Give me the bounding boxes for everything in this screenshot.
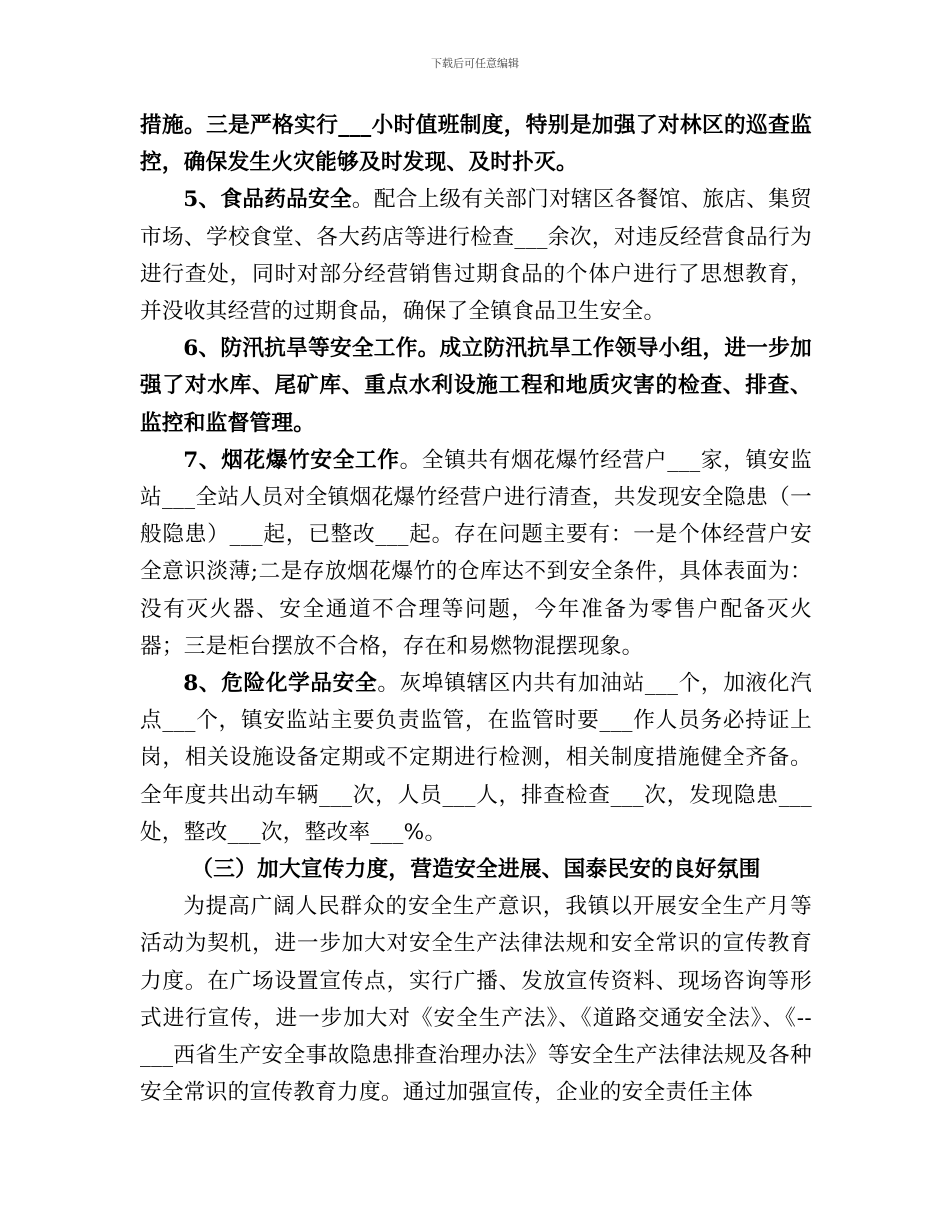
document-body [140, 107, 812, 1111]
section-title-food-drug: 5、食品药品安全 [183, 187, 352, 213]
section-body-fireworks: 。全镇共有烟花爆竹经营户___家，镇安监站___全站人员对全镇烟花爆竹经营户进行清查，共发现安全隐患（一般隐患）___起，已整改___起。存在问题主要有：一是个体经营户安全意识淡薄;二是存放烟花爆竹的仓库达不到安全条件，具体表面为：没有灭火器、安全通道不合理等问题，今年准备为零售户配备灭火器；三是柜台摆放不合格，存在和易燃物混摆现象。 [140, 447, 812, 659]
section-body-chemicals: 。灰埠镇辖区内共有加油站___个，加液化汽点___个，镇安监站主要负责监管，在监管时要___作人员务必持证上岗，相关设施设备定期或不定期进行检测，相关制度措施健全齐备。全年度共出动车辆___次，人员___人，排查检查___次，发现隐患___处，整改___次，整改率___%。 [140, 671, 812, 845]
section-body-food-drug: 。配合上级有关部门对辖区各餐馆、旅店、集贸市场、学校食堂、各大药店等进行检查___余次，对违反经营食品行为进行查处，同时对部分经营销售过期食品的个体户进行了思想教育，并没收其经营的过期食品，确保了全镇食品卫生安全。 [140, 187, 812, 325]
page-header: 下载后可任意编辑 [431, 57, 519, 70]
paragraph-food-drug-safety [140, 181, 812, 330]
section-heading-publicity: （三）加大宣传力度，营造安全进展、国泰民安的良好氛围 [191, 857, 761, 883]
paragraph-flood-drought: 6、防汛抗旱等安全工作。成立防汛抗旱工作领导小组，进一步加强了对水库、尾矿库、重点水利设施工程和地质灾害的检查、排查、监控和监督管理。 [140, 336, 812, 436]
paragraph-fire-measures: 措施。三是严格实行___小时值班制度，特别是加强了对林区的巡查监控，确保发生火灾能够及时发现、及时扑灭。 [140, 113, 812, 176]
paragraph-publicity: 为提高广阔人民群众的安全生产意识，我镇以开展安全生产月等活动为契机，进一步加大对安全生产法律法规和安全常识的宣传教育力度。在广场设置宣传点，实行广播、发放宣传资料、现场咨询等形式进行宣传，进一步加大对《安全生产法》、《道路交通安全法》、《--___西省生产安全事故隐患排查治理办法》等安全生产法律法规及各种安全常识的宣传教育力度。通过加强宣传，企业的安全责任主体 [140, 894, 812, 1106]
section-title-chemicals: 8、危险化学品安全 [183, 671, 378, 697]
paragraph-fireworks-safety [140, 442, 812, 665]
paragraph-hazardous-chemicals [140, 665, 812, 851]
section-title-fireworks: 7、烟花爆竹安全工作 [183, 447, 400, 473]
